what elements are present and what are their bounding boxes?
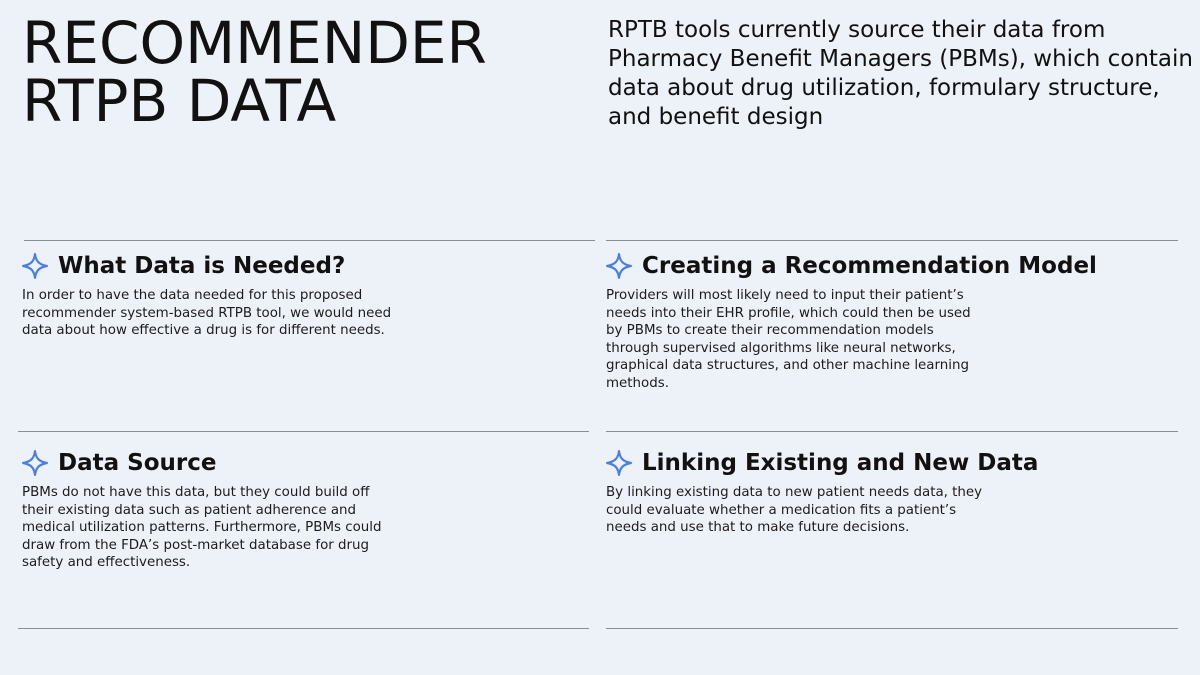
divider-bottom-right <box>606 628 1178 629</box>
section-creating-model <box>606 249 1097 393</box>
section-body: PBMs do not have this data, but they could build off their existing data such as patient adherence and medical utilization patterns. Furthermore, PBMs could draw from the FDA’s post-market database for drug safety and effectiveness. <box>22 485 382 571</box>
section-body: Providers will most likely need to input their patient’s needs into their EHR profile, which could then be used by PBMs to create their recommendation models through supervised algorithms like neural networks, graphical data structures, and other machine learning methods. <box>606 288 971 391</box>
sparkle-icon <box>606 253 632 279</box>
section-body: In order to have the data needed for this proposed recommender system-based RTPB tool, we would need data about how effective a drug is for different needs. <box>22 288 392 339</box>
sparkle-icon <box>22 253 48 279</box>
slide-title-line-2: RTPB DATA <box>22 67 337 135</box>
intro-text: RPTB tools currently source their data from Pharmacy Benefit Managers (PBMs), which contain data about drug utilization, formulary structure, and benefit design <box>608 17 1193 130</box>
slide-title <box>22 9 487 135</box>
divider-top-left <box>24 240 595 241</box>
section-heading: What Data is Needed? <box>58 253 346 279</box>
section-heading: Linking Existing and New Data <box>642 450 1039 476</box>
divider-top-right <box>606 240 1178 241</box>
divider-middle-left <box>18 431 589 432</box>
section-heading: Data Source <box>58 450 217 476</box>
section-linking-data <box>606 446 1039 537</box>
divider-bottom-left <box>18 628 589 629</box>
section-data-source <box>22 446 392 572</box>
section-body: By linking existing data to new patient needs data, they could evaluate whether a medication fits a patient’s needs and use that to make future decisions. <box>606 485 983 536</box>
section-heading: Creating a Recommendation Model <box>642 253 1097 279</box>
divider-middle-right <box>606 431 1178 432</box>
sparkle-icon <box>22 450 48 476</box>
slide-title-line-1: RECOMMENDER <box>22 9 487 77</box>
sparkle-icon <box>606 450 632 476</box>
section-what-data-needed <box>22 249 402 340</box>
